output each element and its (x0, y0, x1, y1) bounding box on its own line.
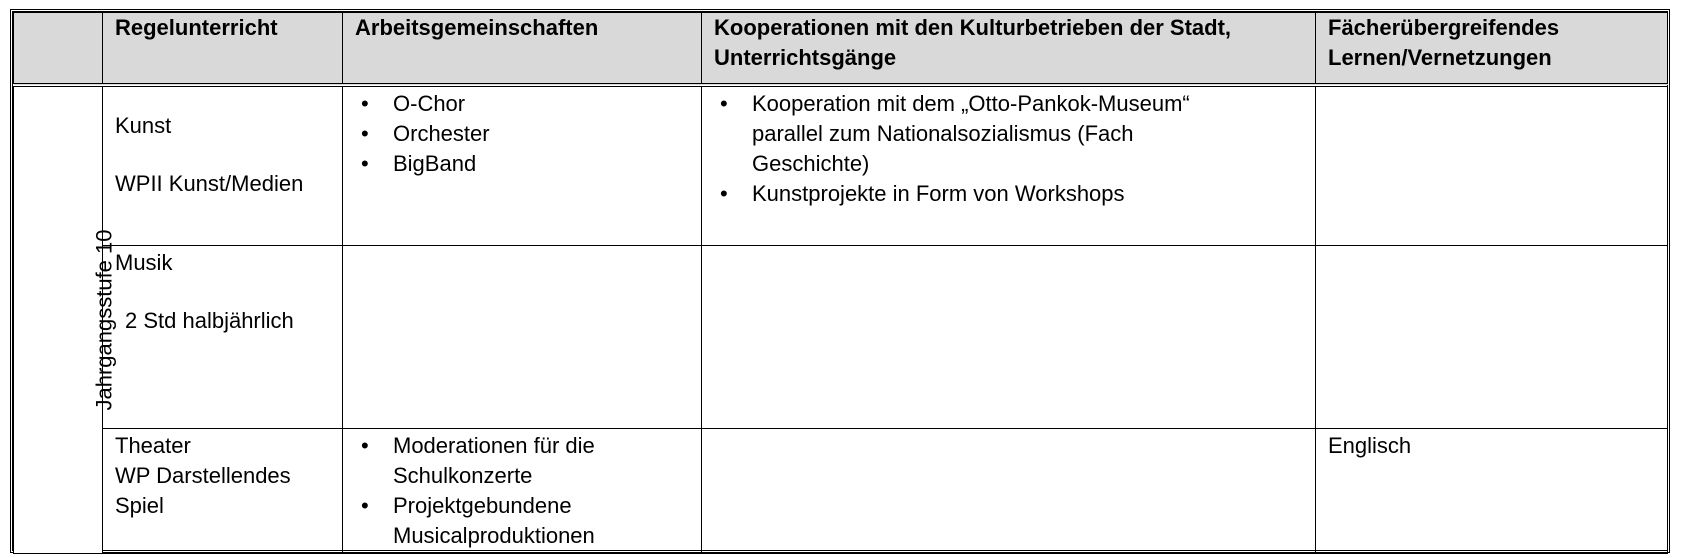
ag-cell (343, 85, 702, 246)
grade-level-label: Jahrgangsstufe 10 (91, 229, 117, 411)
faecher-cell: Englisch (1316, 429, 1668, 554)
list-item: • Projektgebundene Musicalproduktionen (355, 491, 689, 551)
koop-cell (702, 246, 1316, 429)
regel-subject: Musik (115, 250, 173, 275)
regel-cell (103, 246, 343, 429)
regel-cell (103, 429, 343, 554)
header-faecher-line2: Lernen/Vernetzungen (1328, 45, 1552, 70)
header-regelunterricht: Regelunterricht (103, 13, 343, 86)
table-row (14, 85, 1668, 246)
regel-subject: WP Darstellendes Spiel (115, 463, 291, 518)
regel-note: 2 Std halbjährlich (125, 308, 294, 333)
header-kooperationen (702, 13, 1316, 86)
regel-subject: Theater (115, 433, 191, 458)
table-row (14, 429, 1668, 554)
header-kooperationen-line2: Unterrichtsgänge (714, 45, 897, 70)
koop-list (714, 89, 1303, 209)
regel-subject: Kunst (115, 113, 172, 138)
table-row (14, 246, 1668, 429)
culture-table-frame (10, 9, 1670, 553)
header-faecher-line1: Fächerübergreifendes (1328, 15, 1560, 40)
header-kooperationen-line1: Kooperationen mit den Kulturbetrieben der Stadt, (714, 15, 1232, 40)
header-corner-cell (14, 13, 103, 86)
header-row (14, 13, 1668, 86)
list-item: • O-Chor (355, 89, 689, 119)
list-item: • Orchester (355, 119, 689, 149)
list-item: • Kunstprojekte in Form von Workshops (714, 179, 1303, 209)
ag-list (355, 431, 689, 551)
grade-level-cell (14, 85, 117, 554)
ag-cell (343, 246, 702, 429)
list-item: • Kooperation mit dem „Otto-Pankok-Museum“ parallel zum Nationalsozialismus (Fach Geschichte) (714, 89, 1303, 179)
faecher-cell (1316, 85, 1668, 246)
koop-cell (702, 429, 1316, 554)
ag-list (355, 89, 689, 179)
koop-cell (702, 85, 1316, 246)
header-faecheruebergreifend (1316, 13, 1668, 86)
regel-subject: WPII Kunst/Medien (115, 171, 304, 196)
regel-cell (103, 85, 343, 246)
header-arbeitsgemeinschaften: Arbeitsgemeinschaften (343, 13, 702, 86)
list-item: • BigBand (355, 149, 689, 179)
faecher-cell (1316, 246, 1668, 429)
ag-cell (343, 429, 702, 554)
list-item: • Moderationen für die Schulkonzerte (355, 431, 689, 491)
culture-table (13, 12, 1668, 554)
